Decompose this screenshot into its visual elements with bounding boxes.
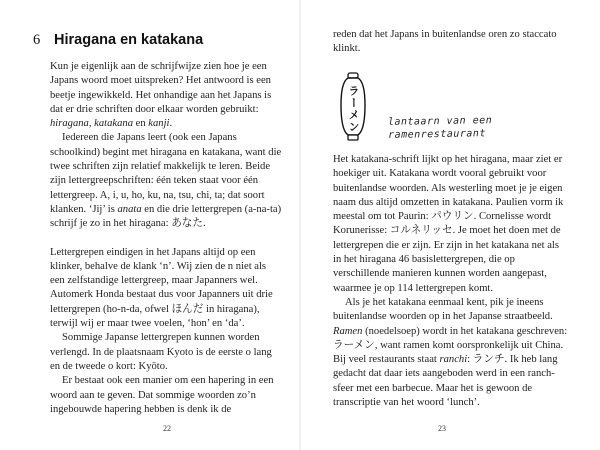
lantern-text: ラーメン	[347, 85, 360, 133]
paragraph-learning: Iedereen die Japans leert (ook een Japans schoolkind) begint met hiragana en katakana, want die twee schriften zijn relatief makkelijk te leren. Beide zijn lettergreepschriften: één teken staat voor één lettergreep. A, i, u, ho, ku, na, tsu, chi, ta; dat soort klanken. ‘Jij’ is anata en die drie lettergrepen (a-na-ta) schrijf je zo in het hiragana: あなた.	[50, 132, 282, 230]
page-number-right: 23	[438, 424, 446, 433]
page-number-left: 22	[163, 424, 171, 433]
chapter-title: Hiragana en katakana	[54, 32, 204, 48]
paragraph-loanwords: Als je het katakana eenmaal kent, pik je ineens buitenlandse woorden op in het Japanse straatbeeld. Ramen (noedelsoep) wordt in het katakana geschreven: ラーメン, want ramen komt oorspronkelijk uit China. Bij veel restaurants staat ranchi: ランチ. Ik heb lang gedacht dat daar iets aangeboden werd in een ranch-sfeer met een barbecue. Maar het is gewoon de transcriptie van het woord ‘lunch’.	[333, 296, 568, 409]
continuation-text: reden dat het Japans in buitenlandse oren zo staccato klinkt.	[333, 29, 557, 55]
chapter-number: 6	[33, 32, 41, 48]
lantern-top-cap	[348, 73, 358, 78]
paragraph-hapering: Er bestaat ook een manier om een hapering in een woord aan te geven. Dat sommige woorden zo’n ingebouwde hapering hebben is denk ik de	[50, 375, 274, 415]
caption-line-2: ramenrestaurant	[388, 128, 487, 141]
right-page	[300, 0, 600, 450]
caption-line-1: lantaarn van een	[387, 115, 493, 128]
lantern-bottom-cap	[348, 135, 358, 140]
paragraph-lengthening: Sommige Japanse lettergrepen kunnen worden verlengd. In de plaatsnaam Kyoto is de eerste o lang en de tweede o kort: Kyōto.	[50, 332, 272, 372]
paragraph-intro: Kun je eigenlijk aan de schrijfwijze zien hoe je een Japans woord moet uitspreken? Het antwoord is een beetje ingewikkeld. Het onhandige aan het Japans is dat er drie schriften door elkaar worden gebruikt: hiragana, katakana en kanji.	[50, 61, 272, 130]
chapter-heading	[33, 32, 203, 49]
right-body-text	[333, 153, 568, 410]
illustration-caption	[388, 114, 493, 142]
paragraph-katakana: Het katakana-schrift lijkt op het hiragana, maar ziet er hoekiger uit. Katakana wordt vooral gebruikt voor buitenlandse woorden. Als westerling moet je je eigen naam dus altijd omzetten in katakana. Paulien vorm ik meestal om tot Paurin: パウリン. Cornelisse wordt Korunerisse: コルネリッセ. Je moet het doen met de lettergrepen die er zijn. Er zijn in het katakana net als in het hiragana 46 basislettergrepen, die op verschillende manieren kunnen worden aangepast, waarmee je op 114 lettergrepen komt.	[333, 154, 564, 294]
paragraph-syllables: Lettergrepen eindigen in het Japans altijd op een klinker, behalve de klank ‘n’. Wij zien de n niet als een zelfstandige lettergreep, maar Japanners wel. Automerk Honda bestaat dus voor Japanners uit drie lettergrepen (ho-n-da, ofwel ほんだ in hiragana), terwijl wij er maar twee voelen, ‘hon’ en ‘da’.	[50, 246, 273, 330]
left-body-text	[50, 60, 282, 417]
